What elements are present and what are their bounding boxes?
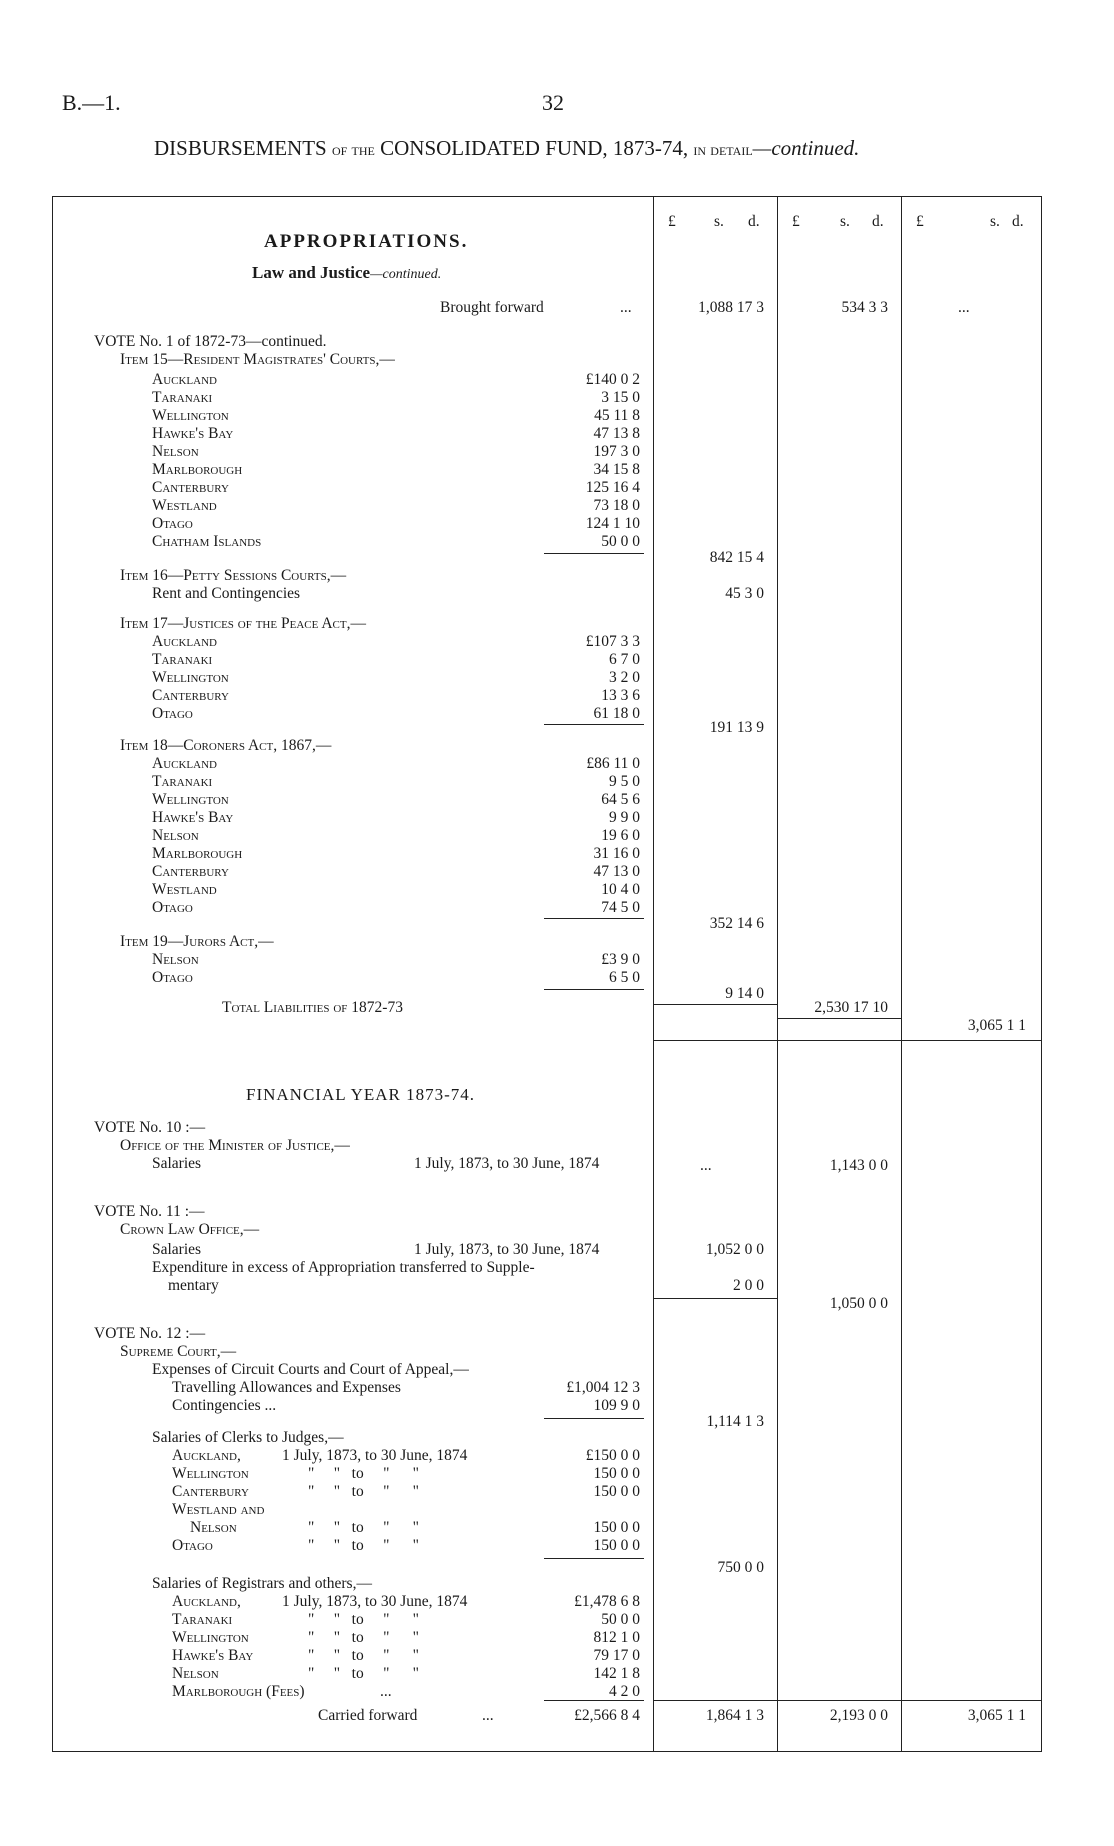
list-item-amount: 142 1 8 [593,1665,640,1682]
brought-forward-col3: ... [958,299,970,316]
list-item-name: Wellington [152,791,229,808]
list-item-name: Marlborough (Fees) [172,1683,305,1700]
list-item-amount: 812 1 0 [593,1629,640,1646]
list-item-name: Westland [152,497,217,514]
list-item-amount: 197 3 0 [593,443,640,460]
list-item-amount: £150 0 0 [585,1447,640,1464]
brought-forward-col1: 1,088 17 3 [698,299,764,316]
list-item-name: Westland and [172,1501,265,1518]
list-item-name: Wellington [172,1465,249,1482]
list-item-amount: £107 3 3 [585,633,640,650]
item17-title: Item 17—Justices of the Peace Act,— [120,615,366,632]
list-item-amount: 61 18 0 [593,705,640,722]
item16-row: Rent and Contingencies [152,585,301,602]
list-item-amount: 47 13 0 [593,863,640,880]
list-item-amount: 4 2 0 [609,1683,640,1700]
brought-forward-col2: 534 3 3 [841,299,888,316]
vote11-salaries: Salaries [152,1241,202,1258]
list-item-amount: 50 0 0 [601,1611,640,1628]
vote10-col1: ... [700,1157,712,1174]
list-item-amount: 74 5 0 [601,899,640,916]
list-item-name: Nelson [152,827,199,844]
carried-forward-rule [653,1700,1042,1701]
page-number: 32 [542,90,564,115]
registrars-title: Salaries of Registrars and others,— [152,1575,372,1592]
list-item-name: Wellington [152,407,229,424]
list-item-period: " " to " " [308,1611,419,1628]
list-item-amount: £1,478 6 8 [574,1593,640,1610]
list-item-name: Hawke's Bay [152,809,234,826]
col3-pounds-header: £ [916,213,924,230]
list-item-amount: 3 2 0 [609,669,640,686]
list-item-amount: 45 11 8 [594,407,640,424]
list-item-period: " " to " " [308,1629,419,1646]
list-item-amount: 31 16 0 [593,845,640,862]
list-item-amount: 10 4 0 [601,881,640,898]
list-item-period: " " to " " [308,1537,419,1554]
vote1-title: VOTE No. 1 of 1872-73—continued. [94,333,327,350]
list-item-period: " " to " " [308,1465,419,1482]
list-item-name: Wellington [172,1629,249,1646]
list-item-name: Nelson [152,443,199,460]
list-item-name: Nelson [190,1519,237,1536]
table-border-bottom [52,1751,1042,1752]
list-item-amount: 34 15 8 [593,461,640,478]
subtotal-rule [544,724,644,725]
col1-shillings-header: s. [714,213,724,230]
list-item-name: Taranaki [152,773,213,790]
col2-pence-header: d. [872,213,884,230]
column-divider-1 [653,196,654,1752]
list-item-amount: 13 3 6 [601,687,640,704]
subtotal-rule [544,989,644,990]
clerks-total: 750 0 0 [717,1559,764,1576]
list-item-amount: 3 15 0 [601,389,640,406]
total-liabilities-col3: 3,065 1 1 [967,1017,1026,1034]
page-title: DISBURSEMENTS of the CONSOLIDATED FUND, 1873-74, in detail—continued. [154,136,860,160]
vote12-court: Supreme Court,— [120,1343,237,1360]
list-item-amount: 9 9 0 [609,809,640,826]
document-reference: B.—1. [62,90,121,115]
list-item-name: Canterbury [152,687,229,704]
item19-total: 9 14 0 [725,985,764,1002]
list-item-name: Auckland [152,371,217,388]
item19-title: Item 19—Jurors Act,— [120,933,274,950]
list-item-name: Chatham Islands [152,533,262,550]
list-item-period: " " to " " [308,1483,419,1500]
item15-total: 842 15 4 [709,549,764,566]
vote11-period: 1 July, 1873, to 30 June, 1874 [414,1241,600,1258]
list-item-name: Marlborough [152,461,243,478]
list-item-name: Taranaki [152,389,213,406]
vote11-expenditure-amount: 2 0 0 [733,1277,764,1294]
vote12-travel-amount: £1,004 12 3 [566,1379,640,1396]
vote11-salaries-amount: 1,052 0 0 [705,1241,764,1258]
vote12-circuit: Expenses of Circuit Courts and Court of Appeal,— [152,1361,469,1378]
vote10-col2: 1,143 0 0 [829,1157,888,1174]
col1-pounds-header: £ [668,213,676,230]
list-item-amount: £140 0 2 [585,371,640,388]
column-divider-2 [777,196,778,1752]
carried-forward-col2: 2,193 0 0 [829,1707,888,1724]
list-item-name: Otago [152,969,193,986]
vote11-title: VOTE No. 11 :— [94,1203,205,1220]
vote11-rule [653,1298,777,1299]
vote10-salaries: Salaries [152,1155,202,1172]
list-item-period: 1 July, 1873, to 30 June, 1874 [282,1447,468,1464]
vote12-contingencies: Contingencies ... [172,1397,277,1414]
list-item-name: Otago [172,1537,213,1554]
list-item-name: Wellington [152,669,229,686]
list-item-amount: 79 17 0 [593,1647,640,1664]
list-item-name: Marlborough [152,845,243,862]
vote10-period: 1 July, 1873, to 30 June, 1874 [414,1155,600,1172]
list-item-amount: 6 7 0 [609,651,640,668]
list-item-amount: 50 0 0 [601,533,640,550]
list-item-name: Westland [152,881,217,898]
col1-pence-header: d. [748,213,760,230]
brought-forward-label: Brought forward [440,299,544,316]
vote12-contingencies-amount: 109 9 0 [593,1397,640,1414]
section-heading: Law and Justice—continued. [252,263,442,282]
list-item-period: " " to " " [308,1665,419,1682]
list-item-amount: 47 13 8 [593,425,640,442]
list-item-period: " " to " " [308,1647,419,1664]
list-item-amount: 150 0 0 [593,1537,640,1554]
list-item-amount: £86 11 0 [586,755,640,772]
list-item-name: Taranaki [152,651,213,668]
col2-pounds-header: £ [792,213,800,230]
list-item-amount: 124 1 10 [585,515,640,532]
item15-title: Item 15—Resident Magistrates' Courts,— [120,351,395,368]
list-item-name: Auckland [152,633,217,650]
list-item-name: Nelson [152,951,199,968]
financial-year-heading: FINANCIAL YEAR 1873-74. [246,1085,476,1104]
subtotal-rule [544,1700,644,1701]
vote11-expenditure-line1: Expenditure in excess of Appropriation transferred to Supple- [152,1259,535,1276]
list-item-amount: 125 16 4 [585,479,640,496]
vote11-col2: 1,050 0 0 [829,1295,888,1312]
brought-forward-dots: ... [620,299,632,316]
vote12-circuit-total: 1,114 1 3 [706,1413,764,1430]
list-item-amount: 150 0 0 [593,1483,640,1500]
list-item-amount: 6 5 0 [609,969,640,986]
vote11-expenditure-line2: mentary [168,1277,219,1294]
subtotal-rule [544,1418,644,1419]
item16-total: 45 3 0 [725,585,764,602]
carried-forward-subtotal: £2,566 8 4 [574,1707,640,1724]
item16-title: Item 16—Petty Sessions Courts,— [120,567,347,584]
vote11-office: Crown Law Office,— [120,1221,260,1238]
total-rule-col2 [777,1018,901,1019]
subtotal-rule [544,1558,644,1559]
subtotal-rule [544,553,644,554]
item18-total: 352 14 6 [709,915,764,932]
table-border-left [52,196,53,1752]
list-item-amount: 150 0 0 [593,1465,640,1482]
list-item-name: Taranaki [172,1611,233,1628]
carried-forward-col1: 1,864 1 3 [705,1707,764,1724]
list-item-amount: 73 18 0 [593,497,640,514]
vote10-office: Office of the Minister of Justice,— [120,1137,350,1154]
list-item-name: Canterbury [152,479,229,496]
carried-forward-label: Carried forward [318,1707,418,1724]
list-item-amount: £3 9 0 [601,951,640,968]
list-item-name: Auckland [152,755,217,772]
list-item-name: Otago [152,515,193,532]
carried-forward-dots: ... [482,1707,494,1724]
col3-shillings-header: s. [990,213,1000,230]
list-item-name: Hawke's Bay [172,1647,254,1664]
total-liabilities-col2: 2,530 17 10 [814,999,888,1016]
table-border-right [1041,196,1042,1752]
list-item-period: " " to " " [308,1519,419,1536]
list-item-amount: 150 0 0 [593,1519,640,1536]
item18-title: Item 18—Coroners Act, 1867,— [120,737,332,754]
list-item-name: Otago [152,899,193,916]
vote12-title: VOTE No. 12 :— [94,1325,206,1342]
carried-forward-col3: 3,065 1 1 [967,1707,1026,1724]
clerks-title: Salaries of Clerks to Judges,— [152,1429,344,1446]
list-item-name: Hawke's Bay [152,425,234,442]
list-item-name: Auckland, [172,1593,241,1610]
list-item-name: Canterbury [152,863,229,880]
table-border-top [52,196,1042,197]
list-item-name: Nelson [172,1665,219,1682]
appropriations-heading: APPROPRIATIONS. [264,231,469,252]
list-item-amount: 9 5 0 [609,773,640,790]
list-item-name: Canterbury [172,1483,249,1500]
total-rule-col1 [653,1004,777,1005]
list-item-name: Auckland, [172,1447,241,1464]
total-liabilities-label: Total Liabilities of 1872-73 [222,999,403,1016]
vote12-travel: Travelling Allowances and Expenses [172,1379,401,1396]
list-item-amount: 19 6 0 [601,827,640,844]
col3-pence-header: d. [1012,213,1024,230]
list-item-name: Otago [152,705,193,722]
list-item-amount: 64 5 6 [601,791,640,808]
subtotal-rule [544,918,644,919]
col2-shillings-header: s. [840,213,850,230]
section-rule [653,1040,1042,1041]
list-item-period: ... [380,1683,392,1700]
column-divider-3 [901,196,902,1752]
item17-total: 191 13 9 [709,719,764,736]
list-item-period: 1 July, 1873, to 30 June, 1874 [282,1593,468,1610]
vote10-title: VOTE No. 10 :— [94,1119,206,1136]
